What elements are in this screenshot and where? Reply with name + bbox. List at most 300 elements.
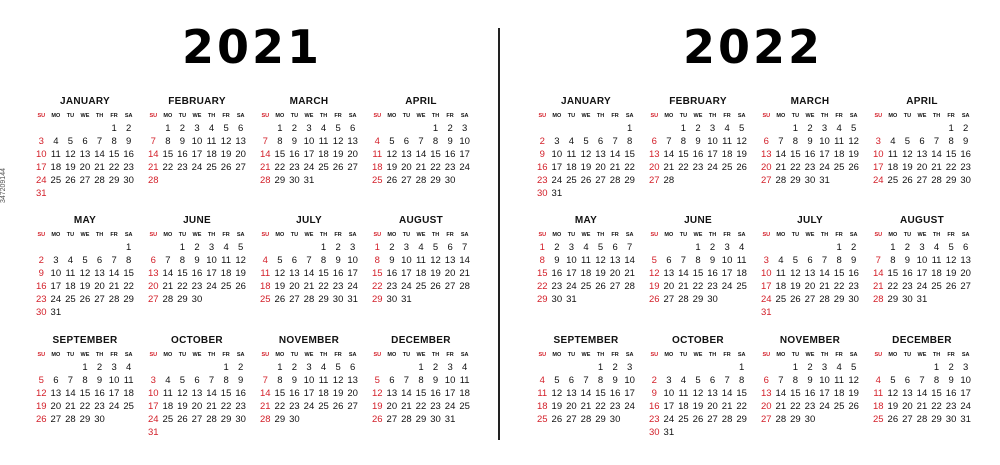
day-cell: 12 bbox=[692, 388, 704, 399]
day-cell: 28 bbox=[65, 414, 76, 425]
day-cell: 21 bbox=[259, 162, 271, 173]
empty-day-cell bbox=[121, 187, 136, 200]
day-cell: 13 bbox=[235, 136, 246, 147]
day-cell: 23 bbox=[289, 401, 300, 412]
day-cell: 5 bbox=[38, 375, 44, 386]
month-name: JANUARY bbox=[59, 96, 111, 107]
empty-day-cell bbox=[49, 361, 64, 374]
day-cell: 16 bbox=[804, 149, 816, 160]
weekday-label: TH bbox=[319, 232, 328, 238]
day-cell: 25 bbox=[371, 175, 383, 186]
day-cell: 21 bbox=[108, 281, 120, 292]
week-row bbox=[34, 267, 136, 280]
day-cell: 23 bbox=[444, 162, 456, 173]
week-row bbox=[146, 254, 248, 267]
weekday-label: MO bbox=[664, 113, 674, 119]
weekday-label: SU bbox=[261, 232, 270, 238]
week-row bbox=[535, 387, 637, 400]
day-cell: 8 bbox=[165, 136, 171, 147]
weekday-label: SA bbox=[737, 113, 746, 119]
day-cell: 11 bbox=[372, 149, 383, 160]
day-cell: 6 bbox=[666, 255, 672, 266]
day-cell: 29 bbox=[274, 414, 286, 425]
day-cell: 6 bbox=[403, 136, 410, 147]
day-cell: 29 bbox=[624, 175, 635, 186]
day-cell: 25 bbox=[931, 281, 942, 292]
day-cell: 25 bbox=[736, 281, 747, 292]
empty-day-cell bbox=[414, 122, 429, 135]
day-cell: 15 bbox=[931, 388, 942, 399]
day-cell: 23 bbox=[551, 281, 563, 292]
weekday-label: TU bbox=[290, 352, 299, 358]
day-cell: 13 bbox=[79, 149, 91, 160]
weekday-label: SU bbox=[874, 113, 883, 119]
empty-day-cell bbox=[593, 293, 608, 306]
weekday-label: SA bbox=[348, 113, 357, 119]
day-cell: 6 bbox=[96, 255, 103, 266]
day-cell: 11 bbox=[260, 268, 271, 279]
week-row bbox=[759, 267, 861, 280]
day-cell: 4 bbox=[739, 242, 745, 253]
day-cell: 11 bbox=[736, 255, 747, 266]
weekday-label: FR bbox=[222, 352, 230, 358]
empty-day-cell bbox=[593, 187, 608, 200]
day-cell: 1 bbox=[695, 242, 701, 253]
day-cell: 8 bbox=[539, 255, 545, 266]
empty-day-cell bbox=[49, 187, 64, 200]
weekday-label: SA bbox=[961, 113, 970, 119]
empty-day-cell bbox=[175, 174, 190, 187]
day-cell: 28 bbox=[206, 414, 217, 425]
day-cell: 5 bbox=[335, 123, 341, 134]
day-cell: 30 bbox=[35, 307, 47, 318]
day-cell: 10 bbox=[347, 255, 358, 266]
month-december-2021 bbox=[370, 334, 472, 426]
day-cell: 18 bbox=[123, 388, 134, 399]
day-cell: 24 bbox=[872, 175, 884, 186]
day-cell: 23 bbox=[707, 281, 718, 292]
weekday-label: MO bbox=[51, 113, 61, 119]
day-cell: 3 bbox=[763, 255, 769, 266]
day-cell: 16 bbox=[94, 388, 105, 399]
empty-day-cell bbox=[190, 174, 205, 187]
day-cell: 25 bbox=[259, 294, 271, 305]
year-title-2021: 2021 bbox=[181, 20, 323, 74]
day-cell: 30 bbox=[332, 294, 344, 305]
week-row bbox=[647, 267, 749, 280]
weekday-label: MO bbox=[163, 232, 173, 238]
day-cell: 17 bbox=[916, 268, 928, 279]
day-cell: 14 bbox=[663, 149, 675, 160]
weekday-label: SU bbox=[538, 352, 547, 358]
week-row bbox=[871, 361, 973, 374]
weekday-label: SA bbox=[625, 352, 634, 358]
month-name: NOVEMBER bbox=[779, 335, 841, 346]
weekday-label: MO bbox=[163, 352, 173, 358]
week-row bbox=[535, 400, 637, 413]
week-row bbox=[34, 413, 136, 426]
empty-day-cell bbox=[233, 426, 248, 439]
day-cell: 21 bbox=[721, 401, 733, 412]
day-cell: 9 bbox=[539, 149, 545, 160]
weekday-label: SA bbox=[625, 232, 634, 238]
day-cell: 7 bbox=[262, 136, 268, 147]
day-cell: 8 bbox=[739, 375, 745, 386]
day-cell: 19 bbox=[692, 401, 704, 412]
day-cell: 7 bbox=[150, 136, 156, 147]
day-cell: 17 bbox=[35, 162, 47, 173]
weekday-label: SA bbox=[625, 113, 634, 119]
day-cell: 6 bbox=[447, 242, 453, 253]
day-cell: 9 bbox=[389, 255, 395, 266]
day-cell: 25 bbox=[65, 294, 76, 305]
weekday-label: WE bbox=[581, 113, 591, 119]
day-cell: 24 bbox=[206, 281, 217, 292]
day-cell: 6 bbox=[82, 136, 88, 147]
day-cell: 16 bbox=[289, 149, 300, 160]
empty-day-cell bbox=[175, 361, 190, 374]
day-cell: 16 bbox=[692, 149, 704, 160]
day-cell: 20 bbox=[609, 268, 621, 279]
day-cell: 16 bbox=[123, 149, 134, 160]
month-name: DECEMBER bbox=[892, 335, 952, 346]
day-cell: 22 bbox=[430, 162, 441, 173]
day-cell: 30 bbox=[123, 175, 134, 186]
weekday-label: FR bbox=[446, 113, 454, 119]
weekday-label: FR bbox=[110, 232, 118, 238]
week-row bbox=[34, 374, 136, 387]
weekday-label: TH bbox=[431, 352, 440, 358]
day-cell: 11 bbox=[537, 388, 548, 399]
day-cell: 21 bbox=[609, 162, 621, 173]
empty-day-cell bbox=[900, 122, 915, 135]
day-cell: 18 bbox=[833, 149, 845, 160]
week-row bbox=[258, 122, 360, 135]
day-cell: 5 bbox=[238, 242, 244, 253]
weekday-header bbox=[146, 111, 248, 122]
day-cell: 2 bbox=[851, 242, 857, 253]
day-cell: 15 bbox=[678, 149, 689, 160]
day-cell: 18 bbox=[721, 149, 733, 160]
week-row bbox=[370, 135, 472, 148]
weekday-label: FR bbox=[947, 113, 955, 119]
day-cell: 25 bbox=[678, 414, 689, 425]
day-cell: 25 bbox=[220, 281, 232, 292]
empty-day-cell bbox=[204, 293, 219, 306]
day-cell: 6 bbox=[53, 375, 59, 386]
day-cell: 11 bbox=[566, 149, 577, 160]
empty-day-cell bbox=[579, 187, 594, 200]
day-cell: 4 bbox=[583, 242, 589, 253]
day-cell: 26 bbox=[332, 162, 344, 173]
day-cell: 17 bbox=[401, 268, 412, 279]
day-cell: 29 bbox=[736, 414, 747, 425]
day-cell: 28 bbox=[580, 414, 592, 425]
day-cell: 28 bbox=[259, 175, 271, 186]
day-cell: 27 bbox=[916, 175, 928, 186]
day-cell: 20 bbox=[289, 281, 300, 292]
day-cell: 8 bbox=[179, 255, 186, 266]
day-cell: 27 bbox=[444, 281, 456, 292]
weekday-label: TH bbox=[708, 113, 717, 119]
day-cell: 25 bbox=[123, 401, 134, 412]
day-cell: 18 bbox=[459, 388, 470, 399]
day-cell: 7 bbox=[262, 375, 268, 386]
day-cell: 18 bbox=[887, 162, 899, 173]
day-cell: 31 bbox=[50, 307, 62, 318]
day-cell: 6 bbox=[150, 255, 156, 266]
weekday-label: FR bbox=[222, 232, 230, 238]
day-cell: 26 bbox=[848, 401, 859, 412]
day-cell: 15 bbox=[177, 268, 188, 279]
day-cell: 18 bbox=[220, 268, 232, 279]
empty-day-cell bbox=[345, 413, 360, 426]
day-cell: 26 bbox=[177, 414, 188, 425]
empty-day-cell bbox=[759, 122, 774, 135]
day-cell: 1 bbox=[792, 123, 799, 134]
day-cell: 4 bbox=[53, 136, 59, 147]
month-october-2022 bbox=[647, 334, 749, 439]
empty-day-cell bbox=[759, 361, 774, 374]
day-cell: 29 bbox=[274, 175, 286, 186]
day-cell: 31 bbox=[401, 294, 412, 305]
weekday-label: WE bbox=[805, 113, 815, 119]
day-cell: 12 bbox=[235, 255, 246, 266]
day-cell: 7 bbox=[111, 255, 117, 266]
empty-day-cell bbox=[871, 241, 886, 254]
month-may-2022 bbox=[535, 214, 637, 306]
day-cell: 7 bbox=[933, 136, 940, 147]
week-row bbox=[146, 293, 248, 306]
day-cell: 10 bbox=[147, 388, 159, 399]
day-cell: 15 bbox=[790, 388, 801, 399]
day-cell: 8 bbox=[792, 375, 799, 386]
day-cell: 9 bbox=[38, 268, 44, 279]
day-cell: 8 bbox=[223, 375, 229, 386]
day-cell: 30 bbox=[235, 414, 246, 425]
empty-day-cell bbox=[944, 293, 959, 306]
empty-day-cell bbox=[720, 293, 735, 306]
month-september-2022 bbox=[535, 334, 637, 426]
weekday-label: TH bbox=[207, 232, 216, 238]
day-cell: 25 bbox=[459, 401, 470, 412]
day-cell: 2 bbox=[904, 242, 911, 253]
day-cell: 20 bbox=[401, 162, 412, 173]
weekday-label: TH bbox=[820, 352, 829, 358]
day-cell: 6 bbox=[763, 136, 769, 147]
day-cell: 30 bbox=[536, 188, 548, 199]
empty-day-cell bbox=[676, 426, 691, 439]
day-cell: 6 bbox=[651, 136, 657, 147]
week-row bbox=[34, 148, 136, 161]
empty-day-cell bbox=[817, 241, 832, 254]
weekday-label: SU bbox=[149, 113, 158, 119]
week-row bbox=[34, 135, 136, 148]
day-cell: 18 bbox=[318, 149, 329, 160]
day-cell: 5 bbox=[389, 136, 395, 147]
week-row bbox=[34, 400, 136, 413]
day-cell: 29 bbox=[945, 175, 957, 186]
day-cell: 12 bbox=[177, 388, 188, 399]
day-cell: 4 bbox=[680, 375, 687, 386]
weekday-label: SA bbox=[961, 352, 970, 358]
empty-day-cell bbox=[219, 293, 234, 306]
day-cell: 9 bbox=[709, 255, 716, 266]
week-row bbox=[146, 413, 248, 426]
day-cell: 1 bbox=[165, 123, 171, 134]
week-row bbox=[34, 161, 136, 174]
weekday-label: TU bbox=[178, 232, 187, 238]
day-cell: 12 bbox=[220, 136, 232, 147]
month-december-2022 bbox=[871, 334, 973, 426]
day-cell: 4 bbox=[836, 362, 842, 373]
empty-day-cell bbox=[107, 413, 122, 426]
day-cell: 11 bbox=[678, 388, 689, 399]
empty-day-cell bbox=[457, 293, 472, 306]
weekday-label: TH bbox=[932, 352, 941, 358]
day-cell: 18 bbox=[50, 162, 62, 173]
day-cell: 1 bbox=[739, 362, 745, 373]
weekday-header bbox=[370, 111, 472, 122]
day-cell: 17 bbox=[721, 268, 733, 279]
weekday-label: TU bbox=[903, 232, 912, 238]
weekday-header bbox=[647, 350, 749, 361]
day-cell: 19 bbox=[79, 281, 91, 292]
day-cell: 10 bbox=[624, 375, 635, 386]
day-cell: 5 bbox=[851, 362, 857, 373]
day-cell: 22 bbox=[220, 401, 232, 412]
day-cell: 2 bbox=[194, 242, 200, 253]
week-row bbox=[871, 387, 973, 400]
week-row bbox=[759, 361, 861, 374]
day-cell: 27 bbox=[902, 414, 913, 425]
day-cell: 22 bbox=[318, 281, 329, 292]
day-cell: 19 bbox=[648, 281, 660, 292]
day-cell: 20 bbox=[235, 149, 246, 160]
week-row bbox=[258, 280, 360, 293]
day-cell: 16 bbox=[177, 149, 188, 160]
day-cell: 10 bbox=[819, 375, 830, 386]
day-cell: 30 bbox=[848, 294, 859, 305]
day-cell: 20 bbox=[386, 401, 398, 412]
day-cell: 3 bbox=[350, 242, 356, 253]
day-cell: 14 bbox=[259, 149, 271, 160]
empty-day-cell bbox=[107, 241, 122, 254]
week-row bbox=[759, 148, 861, 161]
empty-day-cell bbox=[399, 361, 414, 374]
weekday-label: FR bbox=[334, 232, 342, 238]
week-row bbox=[759, 161, 861, 174]
day-cell: 15 bbox=[536, 268, 548, 279]
empty-day-cell bbox=[550, 122, 565, 135]
day-cell: 13 bbox=[94, 268, 105, 279]
weekday-label: MO bbox=[275, 113, 285, 119]
weekday-label: FR bbox=[611, 113, 619, 119]
day-cell: 24 bbox=[916, 281, 928, 292]
day-cell: 26 bbox=[430, 281, 441, 292]
week-row bbox=[34, 174, 136, 187]
day-cell: 1 bbox=[539, 242, 545, 253]
day-cell: 9 bbox=[291, 136, 298, 147]
day-cell: 25 bbox=[580, 281, 592, 292]
empty-day-cell bbox=[579, 361, 594, 374]
empty-day-cell bbox=[258, 361, 273, 374]
day-cell: 11 bbox=[162, 388, 173, 399]
day-cell: 10 bbox=[819, 136, 830, 147]
day-cell: 27 bbox=[79, 175, 91, 186]
day-cell: 26 bbox=[235, 281, 246, 292]
empty-day-cell bbox=[63, 241, 78, 254]
day-cell: 19 bbox=[65, 162, 76, 173]
empty-day-cell bbox=[287, 241, 302, 254]
day-cell: 17 bbox=[147, 401, 159, 412]
day-cell: 20 bbox=[595, 162, 606, 173]
day-cell: 11 bbox=[581, 255, 591, 266]
day-cell: 20 bbox=[347, 149, 358, 160]
day-cell: 27 bbox=[760, 414, 772, 425]
day-cell: 30 bbox=[94, 414, 105, 425]
day-cell: 9 bbox=[612, 375, 618, 386]
weekday-label: TU bbox=[402, 232, 411, 238]
weekday-label: SU bbox=[650, 232, 659, 238]
day-cell: 11 bbox=[318, 375, 329, 386]
day-cell: 28 bbox=[624, 281, 635, 292]
empty-day-cell bbox=[63, 122, 78, 135]
week-row bbox=[146, 161, 248, 174]
day-cell: 10 bbox=[303, 136, 315, 147]
weekday-label: WE bbox=[192, 352, 202, 358]
day-cell: 4 bbox=[262, 255, 268, 266]
day-cell: 18 bbox=[371, 162, 383, 173]
day-cell: 29 bbox=[931, 414, 942, 425]
day-cell: 9 bbox=[96, 375, 103, 386]
day-cell: 7 bbox=[165, 255, 171, 266]
month-june-2021 bbox=[146, 214, 248, 306]
weekday-label: MO bbox=[552, 232, 562, 238]
day-cell: 23 bbox=[692, 162, 704, 173]
day-cell: 27 bbox=[50, 414, 62, 425]
day-cell: 22 bbox=[931, 401, 942, 412]
day-cell: 24 bbox=[35, 175, 47, 186]
day-cell: 27 bbox=[147, 294, 159, 305]
day-cell: 14 bbox=[162, 268, 174, 279]
weekday-label: SU bbox=[762, 232, 771, 238]
day-cell: 12 bbox=[274, 268, 286, 279]
day-cell: 2 bbox=[291, 123, 298, 134]
day-cell: 8 bbox=[836, 255, 842, 266]
day-cell: 5 bbox=[374, 375, 380, 386]
day-cell: 24 bbox=[707, 162, 718, 173]
day-cell: 6 bbox=[919, 136, 925, 147]
empty-day-cell bbox=[535, 122, 550, 135]
day-cell: 17 bbox=[566, 268, 577, 279]
day-cell: 26 bbox=[386, 175, 398, 186]
weekday-label: WE bbox=[693, 113, 703, 119]
day-cell: 27 bbox=[707, 414, 718, 425]
day-cell: 19 bbox=[220, 149, 232, 160]
day-cell: 16 bbox=[235, 388, 246, 399]
day-cell: 30 bbox=[444, 175, 456, 186]
weekday-label: TH bbox=[431, 232, 440, 238]
day-cell: 16 bbox=[444, 149, 456, 160]
weekday-label: TH bbox=[820, 232, 829, 238]
day-cell: 30 bbox=[804, 175, 816, 186]
day-cell: 29 bbox=[595, 414, 606, 425]
day-cell: 24 bbox=[191, 162, 203, 173]
empty-day-cell bbox=[608, 122, 623, 135]
day-cell: 23 bbox=[123, 162, 134, 173]
month-march-2021 bbox=[258, 95, 360, 187]
